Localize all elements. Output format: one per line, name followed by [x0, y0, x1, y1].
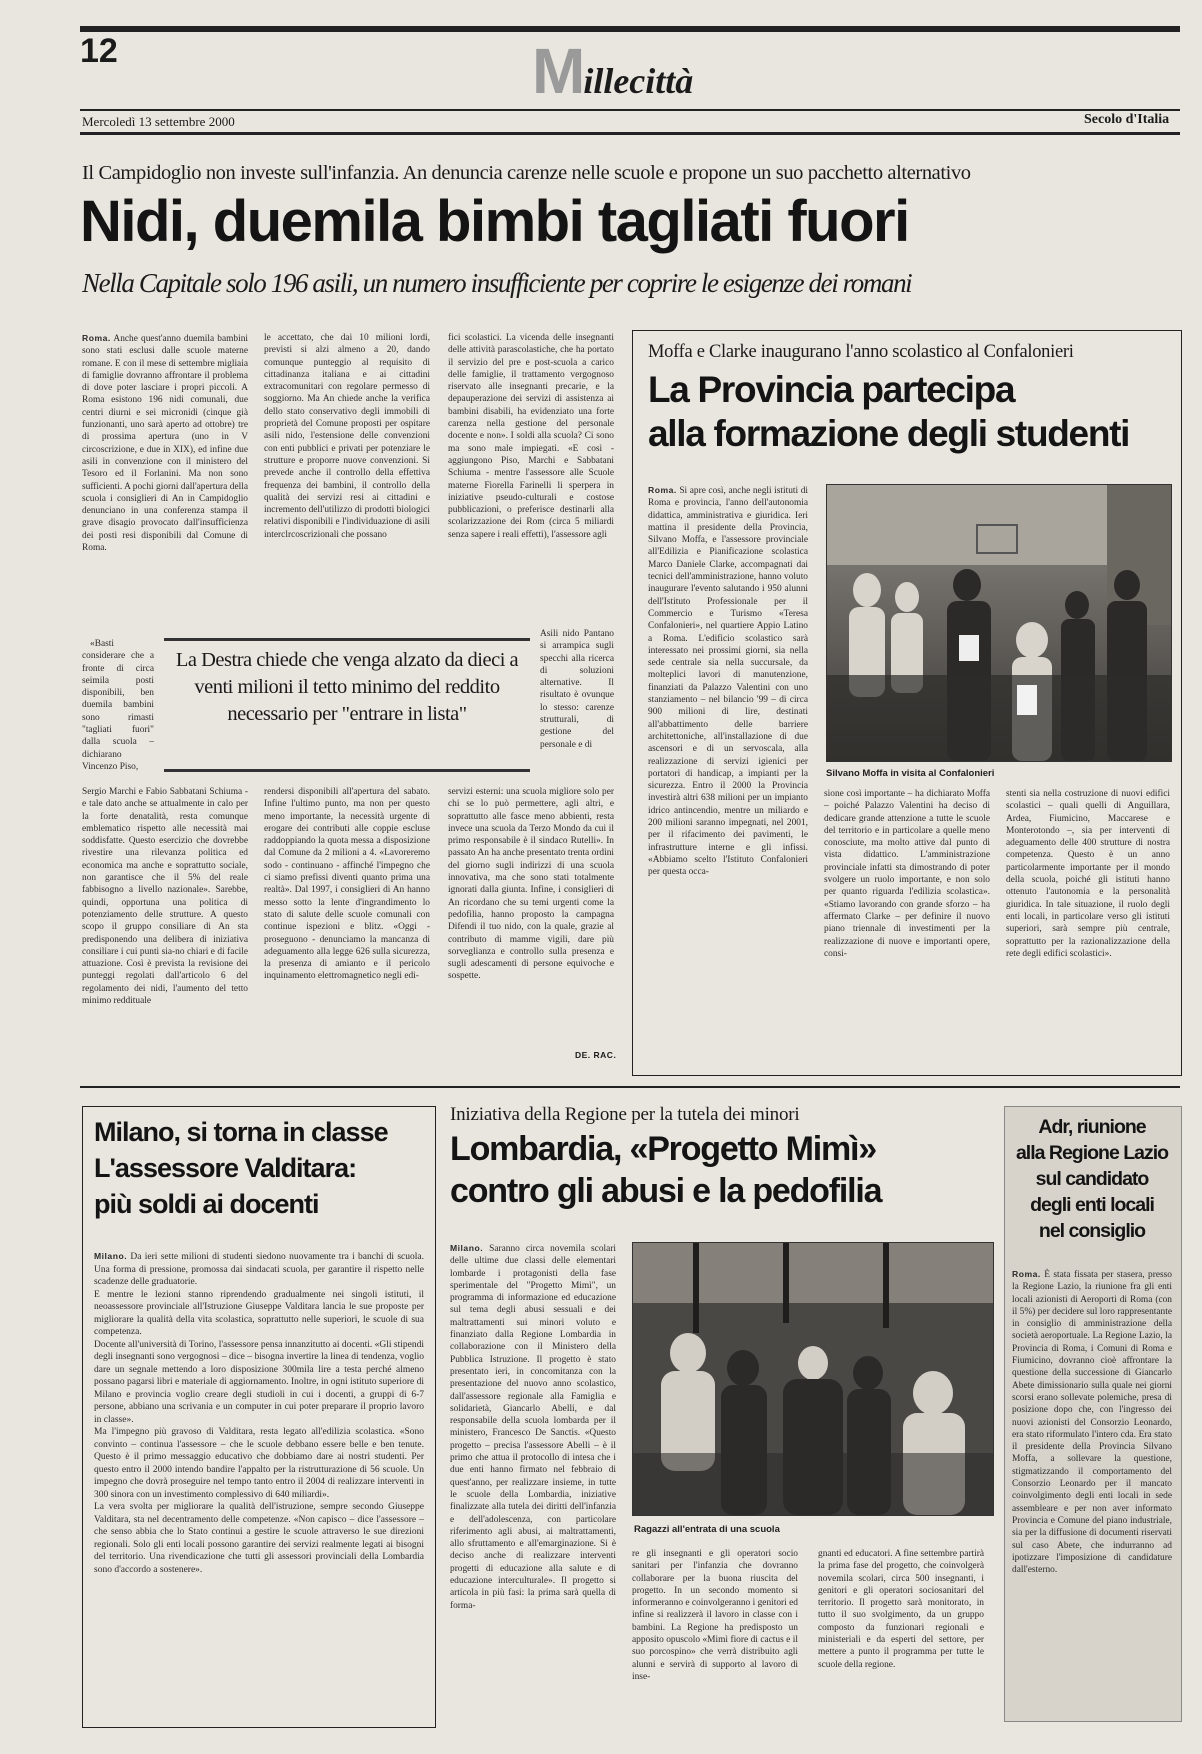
provincia-column-2 — [824, 788, 990, 1058]
adr-headline-3: sul candidato — [1035, 1168, 1149, 1190]
provincia-photo — [826, 484, 1172, 762]
milano-headline-3: più soldi ai docenti — [94, 1189, 319, 1219]
main-col3-bottom-text: servizi esterni: una scuola migliore solo per chi se lo può permettere, agli altri, e soprattutto alle fasce meno abbienti, resta invece una scuola da Terzo Mondo da cui il primo responsabile è il sindaco Rutelli». In passato An ha anche presentato trenta ordini del giorno sugli indirizzi di una scuola innovativa, ma che sono stati totalmente ignorati dalla giunta. Infine, i consiglieri di An ricordano che su temi urgenti come la pedofilia, hanno proposto la campagna Difendi il tuo nido, con la quale, grazie al contributo di mamme vigili, dare più sorveglianza e controllo sulla presenza e sugli adescamenti di persone equivoche e sospette. — [448, 787, 614, 982]
adr-headline-5: nel consiglio — [1038, 1220, 1146, 1242]
lombardia-column-1 — [450, 1242, 616, 1720]
lombardia-headline-1: Lombardia, «Progetto Mimì» — [450, 1130, 876, 1168]
main-col2-bottom-text: rendersi disponibili all'apertura del sabato. Infine l'ultimo punto, ma non per questo meno importante, la necessità urgente di erogare dei contributi alle coppie escluse raddoppiando la quota messa a disposizione dal Comune da 2 milioni a 4. «Lavoreremo sodo - continuano - affinché l'impegno che ci siamo prefissi diventi quanto prima una realtà». Dal 1997, i consiglieri di An hanno messo sotto la lente d'ingrandimento lo stato di salute delle scuole comunali con continue ispezioni e blitz. «Oggi - proseguono - denunciamo la mancanza di adeguamento alla legge 626 sulla sicurezza, la presenza di amianto e il pericolo inquinamento elettromagnetico negli edi- — [264, 787, 430, 982]
main-kicker: Il Campidoglio non investe sull'infanzia. An denuncia carenze nelle scuole e propone un suo pacchetto alternativo — [82, 162, 971, 184]
milano-headline-2: L'assessore Valditara: — [94, 1153, 357, 1183]
lombardia-photo — [632, 1242, 994, 1516]
provincia-dateline: Roma. — [648, 485, 677, 495]
newspaper-name: Secolo d'Italia — [1084, 112, 1170, 127]
main-col1-text: Anche quest'anno duemila bambini sono stati esclusi dalle scuole materne romane. E con il mese di settembre migliaia di famiglie dovranno affrontare il problema di dove poter lasciare i propri piccoli. A Roma esistono 196 nidi comunali, due centri diurni e sei micronidi (cinque già funzionanti, uno sarà aperto ad ottobre) tre di prossima apertura (uno in V circoscrizione, e due in XIX), ed infine due asili in convenzione con il ministero del Tesoro ed il Forlanini. Ma non sono sufficienti. A pochi giorni dall'apertura della scuola i consiglieri di An in Campidoglio denunciano in una conferenza stampa il grave disagio provocato dall'insufficienza dei posti resi disponibili dal Comune di Roma. — [82, 334, 248, 554]
provincia-col2-text: sione così importante – ha dichiarato Moffa – poiché Palazzo Valentini ha deciso di dedicare grande attenzione a tutte le scuole del territorio e in particolare a quelle meno conosciute, ma molto attive dal punto di vista didattico. L'amministrazione provinciale infatti sta dimostrando di poter svolgere un ruolo importante, e non solo per quanto riguarda l'edilizia scolastica». «Stiamo lavorando con grande sforzo – ha affermato Clarke – per definire il nuovo piano triennale di investimenti per la realizzazione di nuove e importanti opere, consi- — [824, 789, 990, 959]
section-initial: M — [532, 35, 584, 107]
main-col1-bottom-text: Sergio Marchi e Fabio Sabbatani Schiuma - e tale dato anche se attualmente in calo per la forte denatalità, resta comunque emblematico rispetto alle necessità mai soddisfatte. Questo esercizio che dovrebbe rivestire una rilevanza politica ed economica ma anche e soprattutto sociale, non garantisce che il 5% del reale fabbisogno a livello nazionale». Sarebbe, quindi, opportuna una politica di potenziamento delle strutture. A questo scopo il gruppo consiliare di An sta predisponendo una delibera di iniziativa consiliare i cui punti sia-no chiari e di facile attuazione. Così è prevista la revisione dei punteggi regolati dall'articolo 6 del regolamento dei nidi, l'aumento del tetto minimo reddituale — [82, 787, 248, 1007]
provincia-col1-text: Si apre così, anche negli istituti di Roma e provincia, l'anno dell'autonomia didattica, amministrativa e giuridica. Ieri mattina il presidente della Provincia, Silvano Moffa, e l'assessore provinciale all'Edilizia e Pianificazione scolastica Marco Daniele Clarke, accompagnati dai tecnici dell'amministrazione, hanno voluto inaugurare l'evento salutando i 950 alunni dell'Istituto Professionale per il Commercio e Turismo «Teresa Confalonieri», nel quartiere Appio Latino a Roma. L'edificio scolastico sarà interessato nei prossimi giorni, sia nella sede centrale sia nella succursale, da molteplici lavori di manutenzione, finanziati da Palazzo Valentini con uno stanziamento – nel bilancio '99 – di circa 900 milioni di lire, destinati all'abbattimento delle barriere architettoniche, all'installazione di due ascensori e di un servoscala, alla realizzazione di servizi igienici per portatori di handicap, a impianti per la sicurezza. Entro il 2000 la Provincia investirà altri 638 milioni per un impianto idrico antincendio, mentre un miliardo e 200 milioni saranno impegnati, nel 2001, per il rifacimento dei pavimenti, le infrastrutture interne e gli infissi. «Abbiamo scelto l'Istituto Confalonieri per questa occa- — [648, 486, 808, 878]
main-column-2-top — [264, 332, 430, 628]
main-column-3-mid — [540, 628, 614, 786]
provincia-photo-caption: Silvano Moffa in visita al Confalonieri — [826, 768, 995, 779]
main-col3-mid-text: Asili nido Pantano si arrampica sugli specchi alla ricerca di soluzioni alternative. Il risultato è ovunque lo stesso: carenze strutturali, di gestione del personale e di — [540, 629, 614, 750]
provincia-col3-text: stenti sia nella costruzione di nuovi edifici scolastici – quali quelli di Anguillara, Ardea, Fiumicino, Maccarese e Monterotondo –, sia per interventi di adeguamento delle 400 strutture di nostra competenza. Questo è un anno particolarmente importante per il mondo della scuola, poiché gli istituti hanno ottenuto l'autonomia e la personalità giuridica. In tale situazione, il ruolo degli enti locali, in particolare verso gli istituti superiori, sarà sempre più centrale, soprattutto per la razionalizzazione della rete degli edifici scolastici». — [1006, 789, 1170, 959]
section-divider — [80, 1086, 1180, 1088]
main-column-1-mid — [82, 638, 154, 786]
lombardia-dateline: Milano. — [450, 1243, 484, 1253]
main-col2-top-text: le accettato, che dai 10 milioni lordi, previsti si alzi almeno a 20, dando comunque punteggio al requisito di cittadinanza italiana e ai cittadini extracomunitari con regolare permesso di soggiorno. Ma An chiede anche la verifica dello stato conservativo degli immobili di proprietà del Comune proposti per ospitare asili nido, l'estensione delle convenzioni con enti pubblici e privati per potenziare le strutture e proporre nuove convenzioni. Si prevede anche il controllo della effettiva frequenza dei bambini, il controllo della qualità dei servizi resi ai cittadini e incremento dell'utilizzo di prodotti biologici relativi disponibili e l'individuazione di asili interclrcoscrizionali che possano — [264, 333, 430, 540]
adr-body-text: È stata fissata per stasera, presso la Regione Lazio, la riunione fra gli enti locali azionisti di Aeroporti di Roma (con il 5%) per decidere sul loro rappresentante in consiglio di amministrazione della società aeroportuale. La Regione Lazio, la Provincia di Roma, i Comuni di Roma e Fiumicino, dovranno cioè affrontare la questione della successione di Giancarlo Abete dimissionario sulla quale nei giorni scorsi erano sollevate polemiche, presa di posizione dopo che, con l'ingresso dei nuovi azionisti del Consorzio Leonardo, era stato riformulato l'intero cda. Era stato il presidente della Provincia Silvano Moffa, a sollevare la questione, stigmatizzando il comportamento del Consorzio Leonardo per il mancato coinvolgimento degli enti locali in sede assembleare e per non aver informato Provincia e Comune del piano industriale, sia per la diffusione di documenti riservati sul caso Abete, che indurranno ad ipotizzare l'imposizione di candidature dall'esterno. — [1012, 1270, 1172, 1576]
lombardia-headline-2: contro gli abusi e la pedofilia — [450, 1172, 882, 1210]
main-column-1-bottom — [82, 786, 248, 1062]
provincia-headline-2: alla formazione degli studenti — [648, 413, 1130, 454]
top-rule — [80, 26, 1180, 32]
lombardia-column-2 — [632, 1548, 798, 1718]
students-entering-photo — [633, 1243, 993, 1515]
pull-quote — [164, 638, 530, 772]
section-title — [532, 35, 694, 107]
issue-date: Mercoledì 13 settembre 2000 — [82, 114, 235, 129]
main-column-2-bottom — [264, 786, 430, 1062]
section-name: illecittà — [583, 61, 694, 101]
author-signature: DE. RAC. — [575, 1050, 617, 1060]
adr-body — [1012, 1268, 1172, 1714]
provincia-kicker: Moffa e Clarke inaugurano l'anno scolastico al Confalonieri — [648, 342, 1074, 362]
main-headline: Nidi, duemila bimbi tagliati fuori — [80, 189, 909, 254]
adr-dateline: Roma. — [1012, 1269, 1041, 1279]
school-visit-photo — [827, 485, 1171, 761]
milano-body-text: Da ieri sette milioni di studenti siedono nuovamente tra i banchi di scuola. Una forma di pressione, promossa dai sindacati scuola, per garantire il rispetto nelle scadenze delle graduatorie. E mentre le lezioni stanno riprendendo gradualmente nei singoli istituti, il neoassessore provinciale all'Istruzione Giuseppe Valditara lancia le sue proposte per migliorare la qualità della vita scolastica, soprattutto nelle superiori, le scuole di sua competenza. Docente all'università di Torino, l'assessore pensa innanzitutto ai docenti. «Gli stipendi degli insegnanti sono vergognosi – dice – bisogna invertire la linea di tendenza, voglio dare un segnale mettendo a loro disposizione 300mila lire a testa perché almeno possano pagarsi libri e materiale di aggiornamento. Inoltre, in ogni istituto superiore di Milano e provincia voglio creare degli studioli in cui i docenti, a gruppi di 6-7 persone, abbiano una scrivania e un computer in cui poter preparare il proprio lavoro in classe». Ma l'impegno più gravoso di Valditara, resta legato all'edilizia scolastica. «Sono convinto – continua l'assessore – che le scuole debbano essere belle e ben tenute. Questo è il primo messaggio educativo che dobbiamo dare ai nostri studenti. Per questo entro il 2000 intendo bandire l'appalto per la ristrutturazione di 56 scuole. Un impegno che dovrà proseguire nel tempo tanto entro il 2004 di realizzare interventi in 300 sinora con un investimento complessivo di 640 miliardi». La vera svolta per migliorare la qualità dell'istruzione, sempre secondo Giuseppe Valditara, sta nel decentramento delle competenze. «Non capisco – dice l'assessore – che senso abbia che lo Stato continui a gestire le scuole attraverso le sue direzioni regionali. Solo gli enti locali possono garantire dei servizi realmente legati ai bisogni del territorio. Una rivendicazione che tutti gli assessori provinciali della Lombardia sono d'accordo a sostenere». — [94, 1252, 424, 1575]
main-column-3-bottom — [448, 786, 614, 1050]
provincia-headline-1: La Provincia partecipa — [648, 369, 1015, 410]
provincia-column-3 — [1006, 788, 1170, 1058]
page-number: 12 — [80, 32, 118, 70]
main-subhead: Nella Capitale solo 196 asili, un numero insufficiente per coprire le esigenze dei romani — [82, 268, 912, 298]
main-col3-top-text: fici scolastici. La vicenda delle insegnanti delle attività parascolastiche, che ha portato il servizio del pre e post-scuola a carico delle famiglie, il trattamento vergognoso riservato alle insegnanti precarie, e la depauperazione dei servizi di assistenza ai bambini disabili, ha evidenziato una forte carenza nella gestione del personale docente e non». I soldi alla scuola? Ci sono ma sono male impiegati. «E così - aggiungono Piso, Marchi e Sabbatani Schiuma - mentre l'assessore alle Scuole materne Fiorella Farinelli li sperpera in iniziative pseudo-culturali e costose pubblicazioni, o preferisce destinarli alla scolarizzazione dei Rom (circa 5 miliardi senza sapere i reali effetti), l'assessore agli — [448, 333, 614, 540]
dateline: Roma. — [82, 333, 111, 343]
lombardia-col3-text: gnanti ed educatori. A fine settembre partirà la prima fase del progetto, che coinvolgerà novemila scolari, circa 500 insegnanti, i genitori e gli operatori sociosanitari del territorio. Il progetto sarà monitorato, in tutto il suo svolgimento, da un gruppo composto da funzionari regionali e ministeriali e da esperti del settore, per mettere a punto il programma per tutte le scuole della regione. — [818, 1549, 984, 1670]
masthead-rule — [80, 109, 1180, 111]
lombardia-col2-text: re gli insegnanti e gli operatori socio sanitari per l'infanzia che dovranno collaborare per la buona riuscita del progetto. In un secondo momento si informeranno e coinvolgeranno i genitori ed infine si realizzerà il lavoro in classe con i bambini. La Regione ha predisposto un apposito opuscolo «Mimì fiore di cactus e il suo porcospino» che verrà distribuito agli alunni e servirà di supporto al lavoro di inse- — [632, 1549, 798, 1682]
milano-dateline: Milano. — [94, 1251, 128, 1261]
pull-quote-text: La Destra chiede che venga alzato da dieci a venti milioni il tetto minimo del reddito necessario per "entrare in lista" — [175, 649, 519, 725]
main-column-1-top — [82, 332, 248, 638]
adr-headline — [1004, 1114, 1180, 1244]
masthead-rule-bottom — [80, 132, 1180, 135]
adr-headline-2: alla Regione Lazio — [1015, 1142, 1169, 1164]
lombardia-column-3 — [818, 1548, 984, 1718]
lombardia-kicker: Iniziativa della Regione per la tutela dei minori — [450, 1104, 800, 1125]
adr-headline-1: Adr, riunione — [1038, 1116, 1146, 1138]
milano-body — [94, 1250, 424, 1720]
milano-headline-1: Milano, si torna in classe — [94, 1117, 388, 1147]
provincia-column-1 — [648, 484, 808, 1048]
adr-headline-4: degli enti locali — [1030, 1194, 1154, 1216]
lombardia-photo-caption: Ragazzi all'entrata di una scuola — [634, 1524, 780, 1535]
lombardia-col1-text: Saranno circa novemila scolari delle ultime due classi delle elementari lombarde i protagonisti della fase sperimentale del "Progetto Mimì", un programma di informazione ed educazione sul tema degli abusi sessuali e dei maltrattamenti sui minori voluto e finanziato dalla Regione Lombardia in collaborazione con il Ministero della Pubblica Istruzione. Il progetto è stato presentato ieri, in concomitanza con la presentazione del nuovo anno scolastico, dall'assessore regionale alla Famiglia e solidarietà, Giancarlo Abelli, e dal responsabile della scuola lombarda per il ministero, Francesco De Sanctis. «Questo progetto – precisa l'assessore Abelli – è il primo che attua il protocollo di intesa che i due enti hanno firmato nel febbraio di quest'anno, per realizzare insieme, in tutte le scuole della Lombardia, iniziative finalizzate alla tutela dei diritti dell'infanzia e dell'adolescenza, con particolare riferimento agli abusi, ai maltrattamenti, allo sfruttamento e all'emarginazione. Si è deciso anche di realizzare interventi progetti di educazione alla salute e di educazione interculturale». Il progetto si articola in più fasi: la prima sarà quella di forma- — [450, 1244, 616, 1611]
main-col1-mid-text: «Basti considerare che a fronte di circa seimila posti disponibili, ben duemila bambini sono rimasti "tagliati fuori" dalla scuola – dichiarano Vincenzo Piso, — [82, 639, 154, 772]
main-column-3-top — [448, 332, 614, 628]
